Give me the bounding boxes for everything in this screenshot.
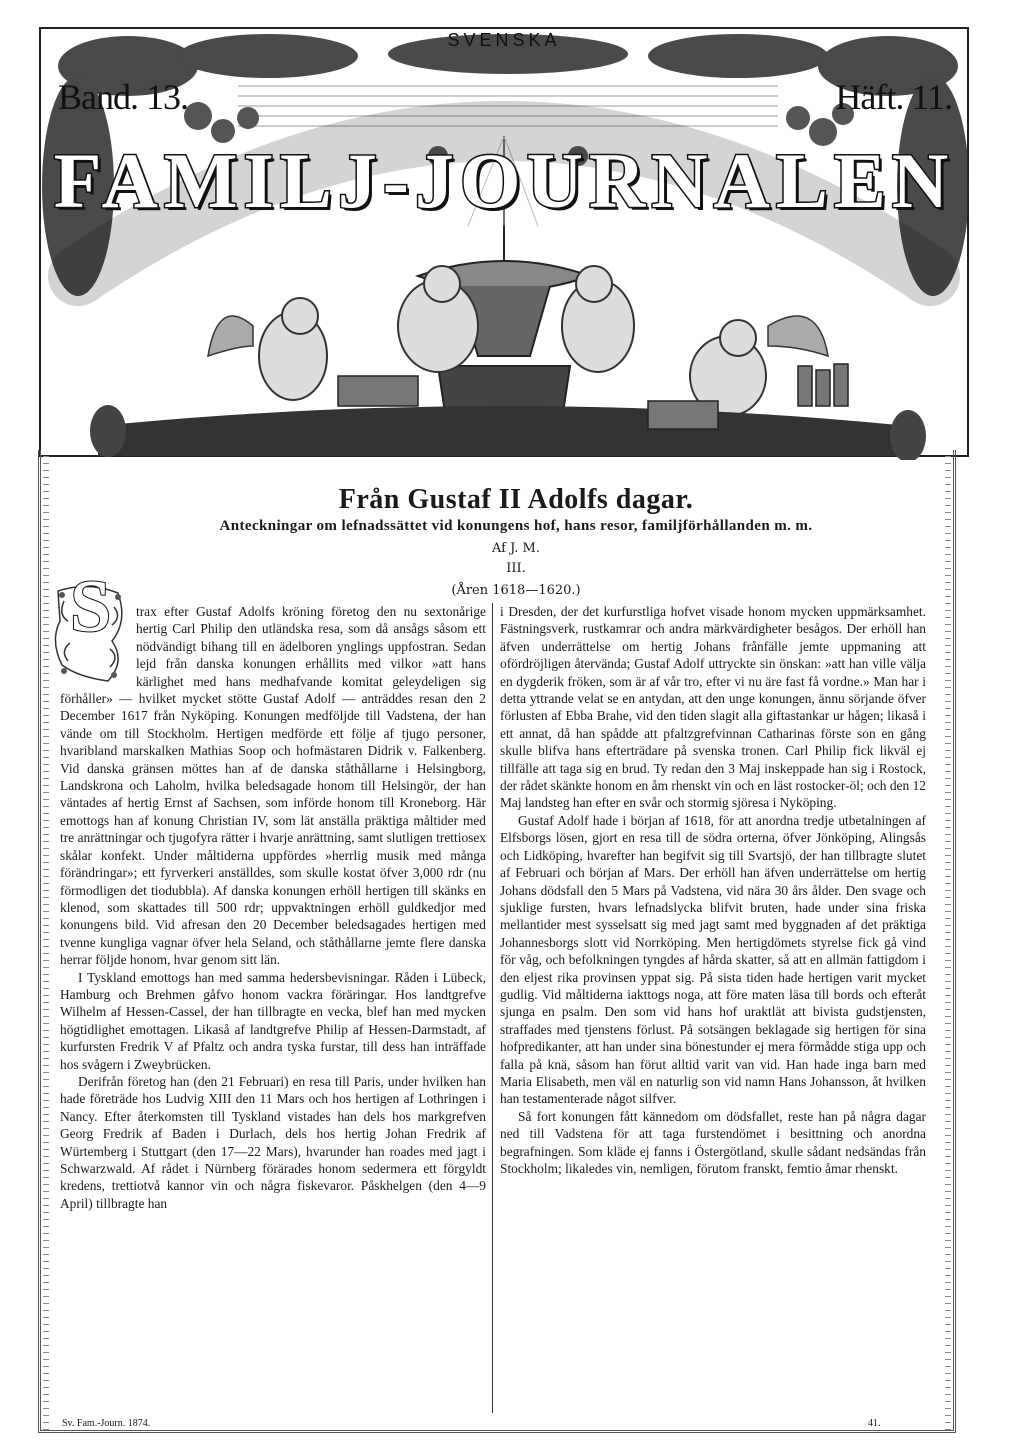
paragraph: I Tyskland emottogs han med samma hedersbevisningar. Råden i Lübeck, Hamburg och Brehmen gåfvo honom vackra föräringar. Hos landtgrefve Wilhelm af Hessen-Cassel, der han tillbragte en vecka, blef han med mycken högtidlighet emottagen. Likaså af landtgrefve Philip af Hessen-Darmstadt, af kurfursten Fredrik V af Pfaltz och andra tyska furstar, till dess han inträffade hos svågern i Zweybrücken. xyxy=(60,969,486,1072)
article-subtitle: Anteckningar om lefnadssättet vid konungens hof, hans resor, familjförhållanden m. m. xyxy=(219,518,813,534)
article-title: Från Gustaf II Adolfs dagar. xyxy=(338,484,694,515)
footer-journal: Sv. Fam.-Journ. 1874. xyxy=(62,1418,151,1429)
article-byline: Af J. M. xyxy=(491,541,540,556)
page-number: 41. xyxy=(868,1418,881,1429)
paragraph: Gustaf Adolf hade i början af 1618, för att anordna tredje utbetalningen af Elfsborgs lösen, gjort en resa till de södra orterna, öfver Jönköping, Alingsås och Lidköping, hvarefter han begifvit sig till Svartsjö, der han tillbragte slutet af Februari och början af Mars. Der erhöll han äfven underrättelse om hertig Johans dödsfall den 5 Mars på Vadstena, vid nära 30 års ålder. Den svage och sjuklige fursten, hvars lefnadslycka blifvit bruten, hade under sina friska mellantider mest sysselsatt sig med jagt samt med byggnaden af det präktiga Johannesborgs slott vid Norrköping. Men hertigdömets styrelse fick gå vind för våg, och befolkningen tyngdes af hårda skatter, så att en allmän fattigdom i den eljest rika provinsen yppat sig. På sista tiden hade hertigen varit mycket gudlig. Vid måltiderna iakttogs noga, att före maten läsa till bords och efteråt sjunga en psalm. Den som vid hans hof uraktlät att bivista gudstjensten, straffades med tjenstens förlust. På sotsängen beklagade sig hertigen för sina hofpredikanter, att han under sina bönestunder ej mera förmådde stiga upp och falla på knä, såsom han förut alltid varit van vid. Han hade inga barn med Maria Elisabeth, men väl en naturlig son vid namn Hans Johansson, åt hvilken han testamenterade något silfver. xyxy=(500,812,926,1107)
issue-number: Häft. 11. xyxy=(835,77,952,117)
dropcap-letter: S xyxy=(70,566,112,648)
paragraph: Derifrån företog han (den 21 Februari) en resa till Paris, under hvilken han hade företräde hos Ludvig XIII den 11 Mars och hos hertigen af Lothringen i Nancy. Efter återkomsten till Tyskland vistades han dels hos markgrefven Georg Fredrik af Baden i Durlach, dels hos hertig Johan Fredrik af Würtemberg i Stuttgart (den 17—22 Mars), hvarunder han roades med jagt i Schwarzwald. Af rådet i Nürnberg förärades honom sedermera ett förgyldt kredens, trettiotvå kannor vin och några fiskevaror. Påskhelgen (den 4—9 April) tillbragte han xyxy=(60,1073,486,1211)
journal-name: FAMILJ-JOURNALEN xyxy=(53,137,955,224)
masthead xyxy=(38,26,970,460)
paragraph: i Dresden, der det kurfurstliga hofvet visade honom mycken uppmärksamhet. Fästningsverk, rustkamrar och andra märkvärdigheter besågos. Der erhöll han äfven underrättelse om hertig Johans frånfälle jemte uppmaning att ofördröjligen återvända; Gustaf Adolf uttryckte sin önskan: »att han ville välja en dygderik fröken, som är af vår tro, efter vi nu äre fast få vordne.» Man har i detta yttrande velat se en antydan, att den unge konungen, ännu sörjande öfver förlusten af Ebba Brahe, vid den tiden slagit alla giftastankar ur hågen; likaså i ett annat, då han spådde att pfaltzgrefvinnan Catharinas förste son en gång skulle blifva hans efterträdare på svenska tronen. Carl Philip fick likväl ej tillfälle att taga sig en brud. Ty redan den 3 Maj inskeppade han sig i Rostock, der rådet skänkte honom en åm rhenskt vin och en läst rostocker-öl; och den 12 Maj landsteg han efter en svår och stormig sjöresa i Nyköping. xyxy=(500,604,926,811)
article-years: (Åren 1618—1620.) xyxy=(451,583,581,598)
dropcap xyxy=(48,566,130,685)
right-column xyxy=(500,603,926,1177)
paragraph: Så fort konungen fått kännedom om dödsfallet, reste han på några dagar ned till Vadstena för att taga furstendömet i besittning och anordna begrafningen. Som kläde ej fanns i Östergötland, skulle sådant nedsändas från Stockholm; likaledes vin, nemligen, förutom franskt, femtio åmar rhenskt. xyxy=(500,1108,926,1176)
column-divider xyxy=(492,603,493,1413)
article-part: III. xyxy=(506,561,526,576)
volume-number: Band. 13. xyxy=(58,77,188,117)
masthead-svenska: SVENSKA xyxy=(447,30,561,50)
paragraph: trax efter Gustaf Adolfs kröning företog den nu sextonårige hertig Carl Philip den utländska resa, som då ansågs såsom ett nödvändigt bihang till en ädelboren ynglings uppfostran. Sedan lejd från danska konungen erhållits med vilkor »att hans kärlighet med hans medhafvande komitat geleydeligen sig förhåller» — hvilket mycket stötte Gustaf Adolf — anträddes resan den 2 December 1617 från Nyköping. Konungen medföljde till Vadstena, der han vände om till Stockholm. Hertigen medförde ett följe af tjugo personer, hvaribland marskalken Mathias Soop och hofmästaren Didrik v. Falkenberg. Vid danska gränsen möttes han af de danska ståthållarne i Helsingborg, Landskrona och Laholm, hvilka beledsagade honom till Helsingör, der han väntades af hertig Ernst af Sachsen, som införde honom till Kroneborg. Här emottogs han af konung Christian IV, som lät anställa präktiga måltider med tre anrättningar och tjugofyra rätter i hvarje anrättning, samt slutligen trettiosex skålar konfekt. Under måltiderna uppfördes »herrlig musik med många förändringar»; ett fyrverkeri anställdes, som skulle kostat öfver 3,000 rdr (nu förmodligen det tiodubbla). Af danska konungen erhöll hertigen till skänks en klenod, som skattades till 500 rdr; uppvaktningen erhöll guldkedjor med konungens bild. Vid afresan den 20 December beledsagades hertigen med tvenne kungliga vagnar öfver hela Seland, och ståthållarne jemte flere danska herrar följde honom, hvar genom sitt län. xyxy=(60,604,486,968)
left-column xyxy=(60,566,486,1212)
